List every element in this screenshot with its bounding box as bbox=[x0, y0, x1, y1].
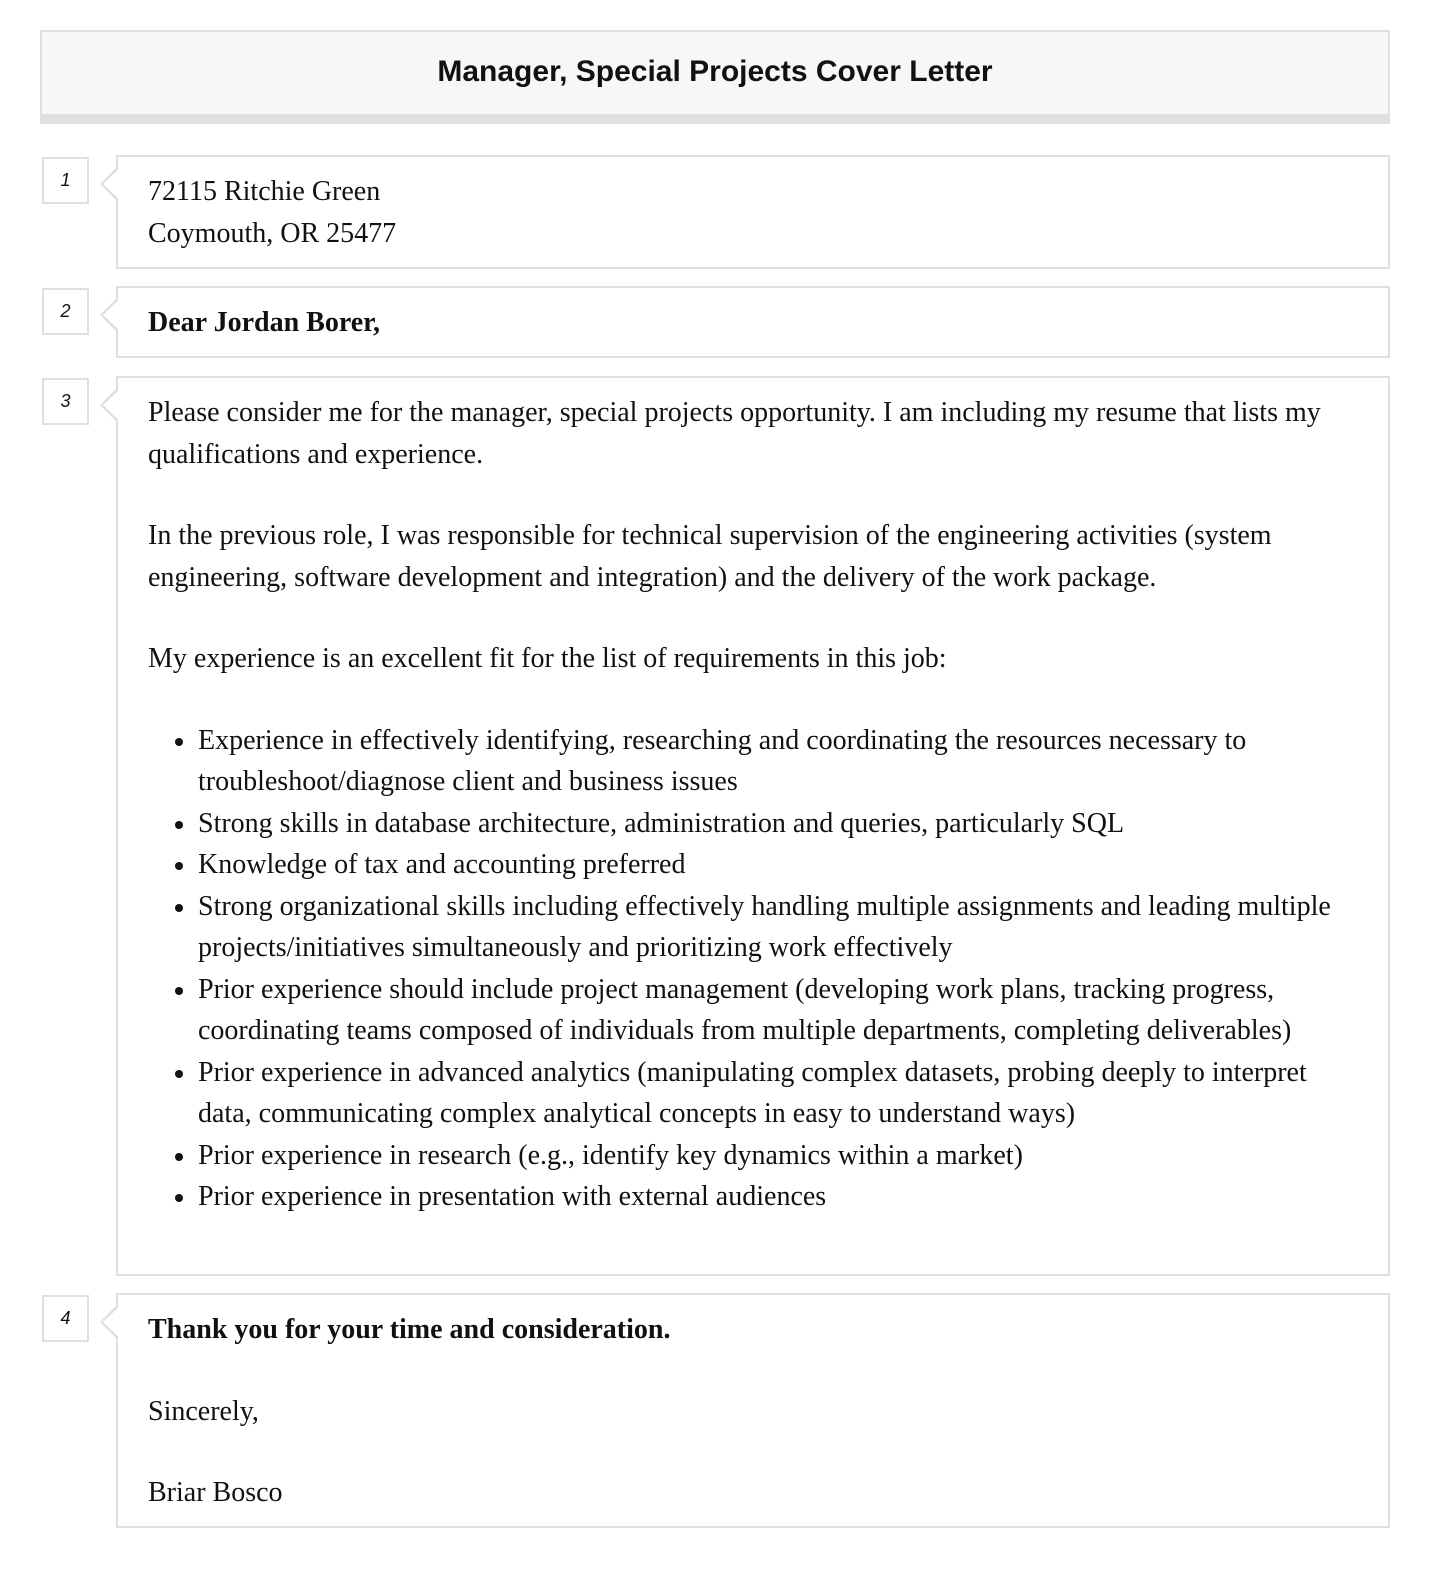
page-title: Manager, Special Projects Cover Letter bbox=[437, 55, 993, 88]
body-card bbox=[116, 376, 1390, 1276]
requirement-item: Experience in effectively identifying, researching and coordinating the resources necessary to troubleshoot/diagnose client and business issues bbox=[148, 720, 1358, 803]
requirement-item: Prior experience in research (e.g., identify key dynamics within a market) bbox=[148, 1135, 1358, 1177]
salutation: Dear Jordan Borer, bbox=[148, 307, 381, 338]
page-header bbox=[40, 30, 1390, 124]
body-paragraph-intro: Please consider me for the manager, special projects opportunity. I am including my resume that lists my qualifications and experience. bbox=[148, 397, 1321, 470]
body-paragraph-experience: In the previous role, I was responsible for technical supervision of the engineering activities (system engineering, software development and integration) and the delivery of the work package. bbox=[148, 520, 1272, 593]
signoff: Sincerely, bbox=[148, 1395, 259, 1427]
requirement-item: Prior experience should include project management (developing work plans, tracking progress, coordinating teams composed of individuals from multiple departments, completing deliverables) bbox=[148, 969, 1358, 1052]
section-number-badge: 2 bbox=[42, 288, 89, 335]
closing-thanks: Thank you for your time and consideration. bbox=[148, 1314, 671, 1345]
section-number-badge: 3 bbox=[42, 378, 89, 425]
closing-card bbox=[116, 1293, 1390, 1528]
signature-name: Briar Bosco bbox=[148, 1477, 283, 1508]
section-number-badge: 4 bbox=[42, 1295, 89, 1342]
salutation-card bbox=[116, 286, 1390, 358]
requirement-item: Prior experience in presentation with external audiences bbox=[148, 1176, 1358, 1218]
requirement-item: Strong skills in database architecture, administration and queries, particularly SQL bbox=[148, 803, 1358, 845]
section-number-badge: 1 bbox=[42, 157, 89, 204]
requirement-item: Prior experience in advanced analytics (manipulating complex datasets, probing deeply to interpret data, communicating complex analytical concepts in easy to understand ways) bbox=[148, 1052, 1358, 1135]
body-paragraph-fit: My experience is an excellent fit for the list of requirements in this job: bbox=[148, 643, 947, 674]
address-line-2: Coymouth, OR 25477 bbox=[148, 217, 397, 249]
requirement-item: Knowledge of tax and accounting preferred bbox=[148, 844, 1358, 886]
requirements-list bbox=[148, 720, 1358, 1218]
address-line-1: 72115 Ritchie Green bbox=[148, 176, 381, 207]
requirement-item: Strong organizational skills including effectively handling multiple assignments and leading multiple projects/initiatives simultaneously and prioritizing work effectively bbox=[148, 886, 1358, 969]
address-card bbox=[116, 155, 1390, 269]
